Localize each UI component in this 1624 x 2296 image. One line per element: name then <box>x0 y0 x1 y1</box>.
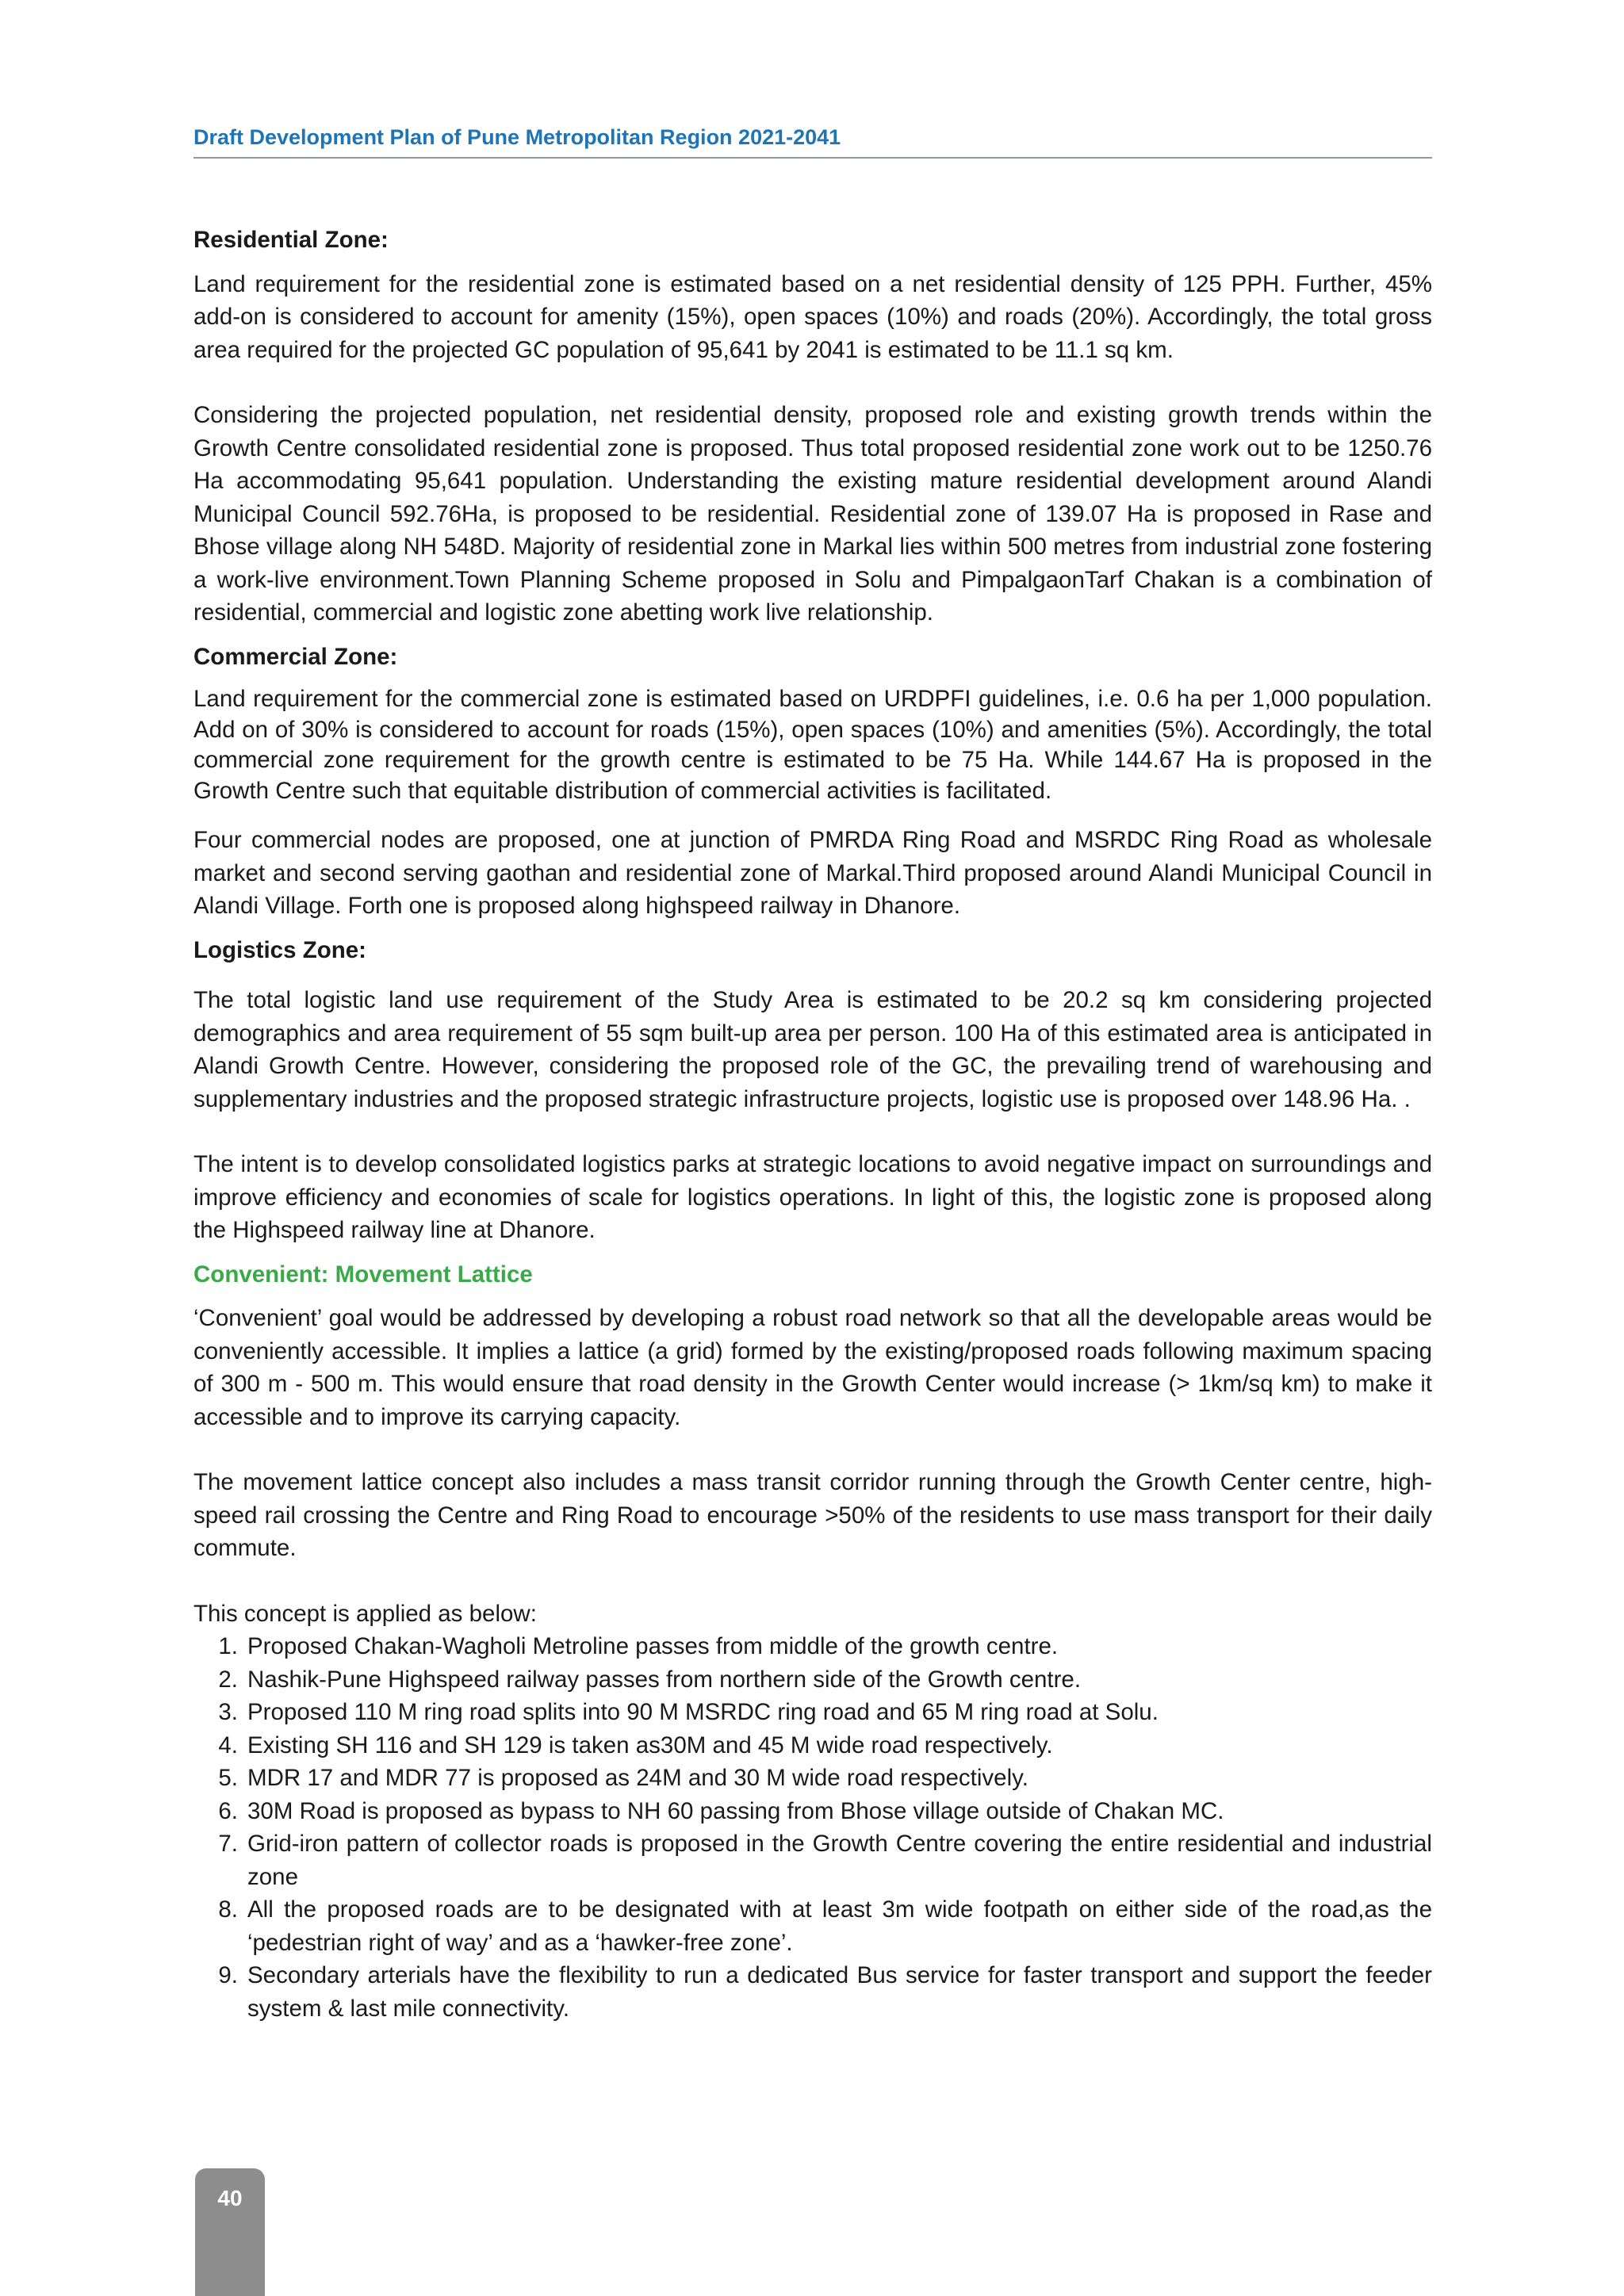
residential-zone-heading: Residential Zone: <box>193 227 389 253</box>
list-item: 3. Proposed 110 M ring road splits into 90 M MSRDC ring road and 65 M ring road at Solu. <box>218 1699 1159 1725</box>
concept-list <box>193 1630 1432 2025</box>
logistics-paragraph-1: The total logistic land use requirement of the Study Area is estimated to be 20.2 sq km considering projected demographics and area requirement of 55 sqm built-up area per person. 100 Ha of this estimated area is anticipated in Alandi Growth Centre. However, considering the proposed role of the GC, the prevailing trend of warehousing and supplementary industries and the proposed strategic infrastructure projects, logistic use is proposed over 148.96 Ha. . <box>193 987 1432 1112</box>
list-item: 5. MDR 17 and MDR 77 is proposed as 24M and 30 M wide road respectively. <box>218 1765 1028 1791</box>
residential-paragraph-1: Land requirement for the residential zone is estimated based on a net residential density of 125 PPH. Further, 45% add-on is considered to account for amenity (15%), open spaces (10%) and roads (20%). Accordingly, the total gross area required for the projected GC population of 95,641 by 2041 is estimated to be 11.1 sq km. <box>193 270 1432 363</box>
movement-paragraph-1: ‘Convenient’ goal would be addressed by developing a robust road network so that all the developable areas would be conveniently accessible. It implies a lattice (a grid) formed by the existing/proposed roads following maximum spacing of 300 m - 500 m. This would ensure that road density in the Growth Center would increase (> 1km/sq km) to make it accessible and to improve its carrying capacity. <box>193 1305 1432 1430</box>
list-item: 4. Existing SH 116 and SH 129 is taken as30M and 45 M wide road respectively. <box>218 1732 1053 1758</box>
list-item: 8. All the proposed roads are to be designated with at least 3m wide footpath on either side of the road,as the ‘pedestrian right of way’ and as a ‘hawker-free zone’. <box>218 1896 1432 1956</box>
residential-paragraph-2: Considering the projected population, net residential density, proposed role and existing growth trends within the Growth Centre consolidated residential zone is proposed. Thus total proposed residential zone work out to be 1250.76 Ha accommodating 95,641 population. Understanding the existing mature residential development around Alandi Municipal Council 592.76Ha, is proposed to be residential. Residential zone of 139.07 Ha is proposed in Rase and Bhose village along NH 548D. Majority of residential zone in Markal lies within 500 metres from industrial zone fostering a work-live environment.Town Planning Scheme proposed in Solu and PimpalgaonTarf Chakan is a combination of residential, commercial and logistic zone abetting work live relationship. <box>193 402 1432 626</box>
logistics-zone-heading: Logistics Zone: <box>193 936 366 963</box>
commercial-zone-heading: Commercial Zone: <box>193 643 398 670</box>
list-item: 9. Secondary arterials have the flexibility to run a dedicated Bus service for faster transport and support the feeder system & last mile connectivity. <box>218 1962 1432 2022</box>
movement-paragraph-2: The movement lattice concept also includes a mass transit corridor running through the Growth Center centre, high-speed rail crossing the Centre and Ring Road to encourage >50% of the residents to use mass transport for their daily commute. <box>193 1469 1432 1561</box>
document-title: Draft Development Plan of Pune Metropolitan Region 2021-2041 <box>193 125 841 149</box>
page-number: 40 <box>217 2186 243 2210</box>
list-item: 7. Grid-iron pattern of collector roads is proposed in the Growth Centre covering the entire residential and industrial zone <box>218 1831 1432 1890</box>
logistics-paragraph-2: The intent is to develop consolidated logistics parks at strategic locations to avoid negative impact on surroundings and improve efficiency and economies of scale for logistics operations. In light of this, the logistic zone is proposed along the Highspeed railway line at Dhanore. <box>193 1151 1432 1243</box>
page-header <box>193 124 1432 159</box>
list-item: 6. 30M Road is proposed as bypass to NH 60 passing from Bhose village outside of Chakan MC. <box>218 1797 1224 1824</box>
movement-lattice-heading: Convenient: Movement Lattice <box>193 1261 533 1288</box>
commercial-paragraph-1: Land requirement for the commercial zone is estimated based on URDPFI guidelines, i.e. 0.6 ha per 1,000 population. Add on of 30% is considered to account for roads (15%), open spaces (10%) and amenities (5%). Accordingly, the total commercial zone requirement for the growth centre is estimated to be 75 Ha. While 144.67 Ha is proposed in the Growth Centre such that equitable distribution of commercial activities is facilitated. <box>193 686 1432 804</box>
concept-intro: This concept is applied as below: <box>193 1600 537 1627</box>
commercial-paragraph-2: Four commercial nodes are proposed, one at junction of PMRDA Ring Road and MSRDC Ring Road as wholesale market and second serving gaothan and residential zone of Markal.Third proposed around Alandi Municipal Council in Alandi Village. Forth one is proposed along highspeed railway in Dhanore. <box>193 827 1432 919</box>
main-content <box>193 224 1432 2025</box>
page-number-tab <box>195 2168 265 2296</box>
list-item: 2. Nashik-Pune Highspeed railway passes from northern side of the Growth centre. <box>218 1666 1082 1693</box>
list-item: 1. Proposed Chakan-Wagholi Metroline passes from middle of the growth centre. <box>218 1633 1059 1659</box>
